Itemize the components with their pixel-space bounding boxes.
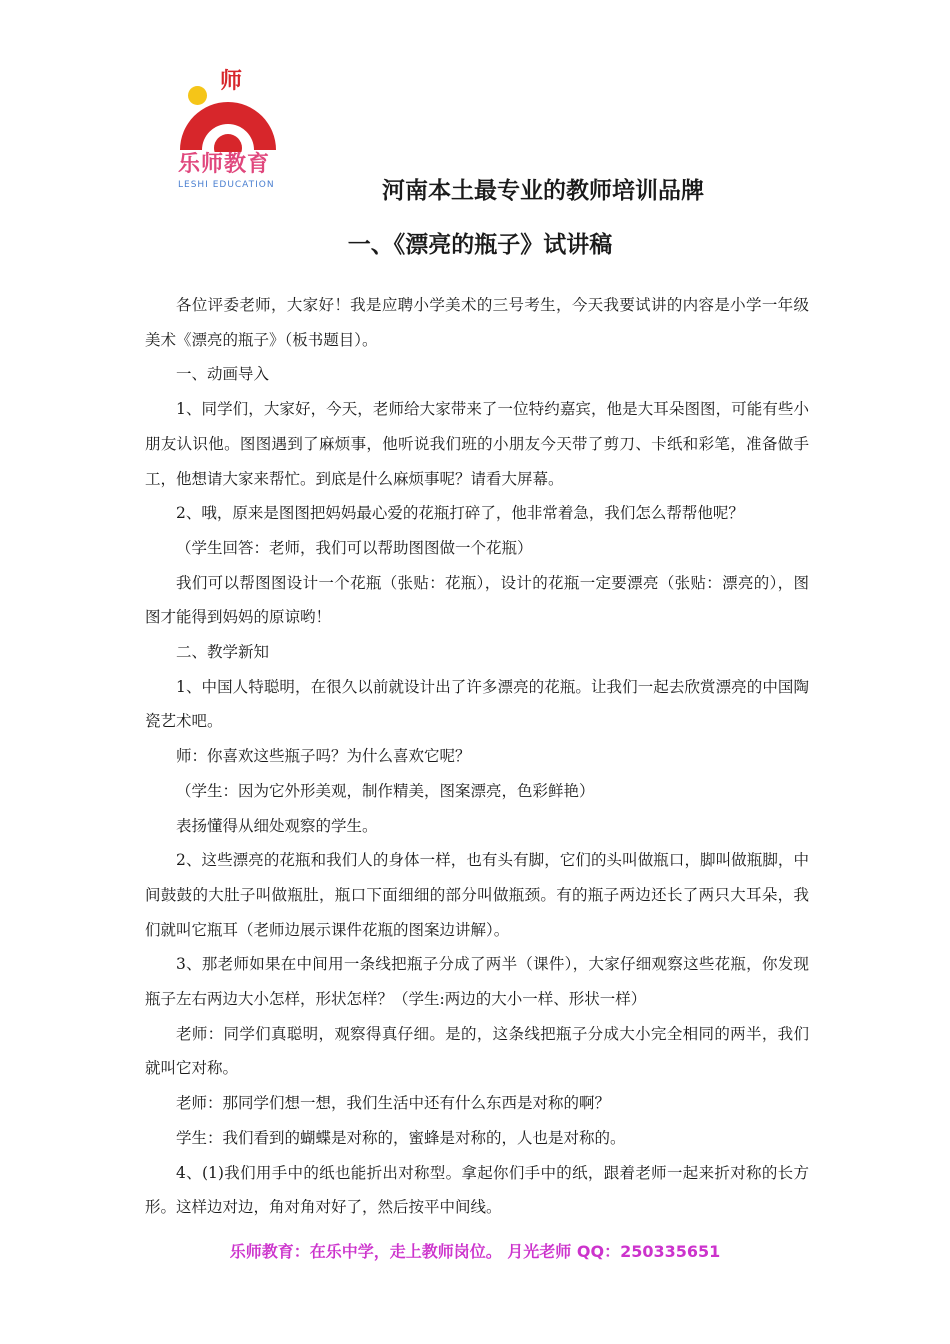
paragraph: 表扬懂得从细处观察的学生。: [176, 816, 378, 835]
logo-name-cn: 乐师教育: [178, 152, 271, 177]
paragraph: （学生：因为它外形美观，制作精美，图案漂亮，色彩鲜艳）: [176, 781, 595, 800]
section-heading: 二、教学新知: [176, 643, 270, 662]
paragraph: 老师：同学们真聪明，观察得真仔细。是的，这条线把瓶子分成大小完全相同的两半，我们就叫它对称。: [145, 1024, 809, 1078]
paragraph: 学生：我们看到的蝴蝶是对称的，蜜蜂是对称的，人也是对称的。: [176, 1128, 626, 1147]
paragraph: 各位评委老师，大家好！我是应聘小学美术的三号考生，今天我要试讲的内容是小学一年级美术《漂亮的瓶子》（板书题目）。: [145, 296, 809, 349]
logo-name-en: LESHI EDUCATION: [178, 180, 275, 190]
paragraph: 1、同学们，大家好，今天，老师给大家带来了一位特约嘉宾，他是大耳朵图图，可能有些小朋友认识他。图图遇到了麻烦事，他听说我们班的小朋友今天带了剪刀、卡纸和彩笔，准备做手工，他想请大家来帮忙。到底是什么麻烦事呢？请看大屏幕。: [145, 400, 809, 488]
paragraph: 3、那老师如果在中间用一条线把瓶子分成了两半（课件），大家仔细观察这些花瓶，你发现瓶子左右两边大小怎样，形状怎样？（学生:两边的大小一样、形状一样）: [145, 955, 809, 1009]
document-title: 一、《漂亮的瓶子》试讲稿: [347, 231, 613, 258]
paragraph: 2、哦，原来是图图把妈妈最心爱的花瓶打碎了，他非常着急，我们怎么帮帮他呢？: [176, 504, 744, 523]
paragraph: 1、中国人特聪明，在很久以前就设计出了许多漂亮的花瓶。让我们一起去欣赏漂亮的中国陶瓷艺术吧。: [145, 677, 809, 731]
paragraph: 4、(1)我们用手中的纸也能折出对称型。拿起你们手中的纸，跟着老师一起来折对称的长方形。这样边对边，角对角对好了，然后按平中间线。: [145, 1163, 809, 1217]
paragraph: 我们可以帮图图设计一个花瓶（张贴：花瓶），设计的花瓶一定要漂亮（张贴：漂亮的），图图才能得到妈妈的原谅哟！: [145, 573, 809, 627]
brand-slogan: 河南本土最专业的教师培训品牌: [382, 177, 704, 204]
logo-shi-char: 师: [220, 69, 243, 94]
document-body: [145, 288, 809, 1225]
section-heading: 一、动画导入: [176, 365, 270, 384]
footer-contact: 乐师教育：在乐中学，走上教师岗位。 月光老师 QQ：250335651: [229, 1242, 721, 1261]
paragraph: 老师：那同学们想一想，我们生活中还有什么东西是对称的啊？: [176, 1094, 611, 1113]
paragraph: 师：你喜欢这些瓶子吗？为什么喜欢它呢？: [176, 747, 471, 766]
paragraph: 2、这些漂亮的花瓶和我们人的身体一样，也有头有脚，它们的头叫做瓶口，脚叫做瓶脚，中间鼓鼓的大肚子叫做瓶肚，瓶口下面细细的部分叫做瓶颈。有的瓶子两边还长了两只大耳朵，我们就叫它瓶耳（老师边展示课件花瓶的图案边讲解）。: [145, 851, 809, 939]
logo-arch-icon: [178, 100, 278, 152]
paragraph: （学生回答：老师，我们可以帮助图图做一个花瓶）: [176, 538, 533, 557]
